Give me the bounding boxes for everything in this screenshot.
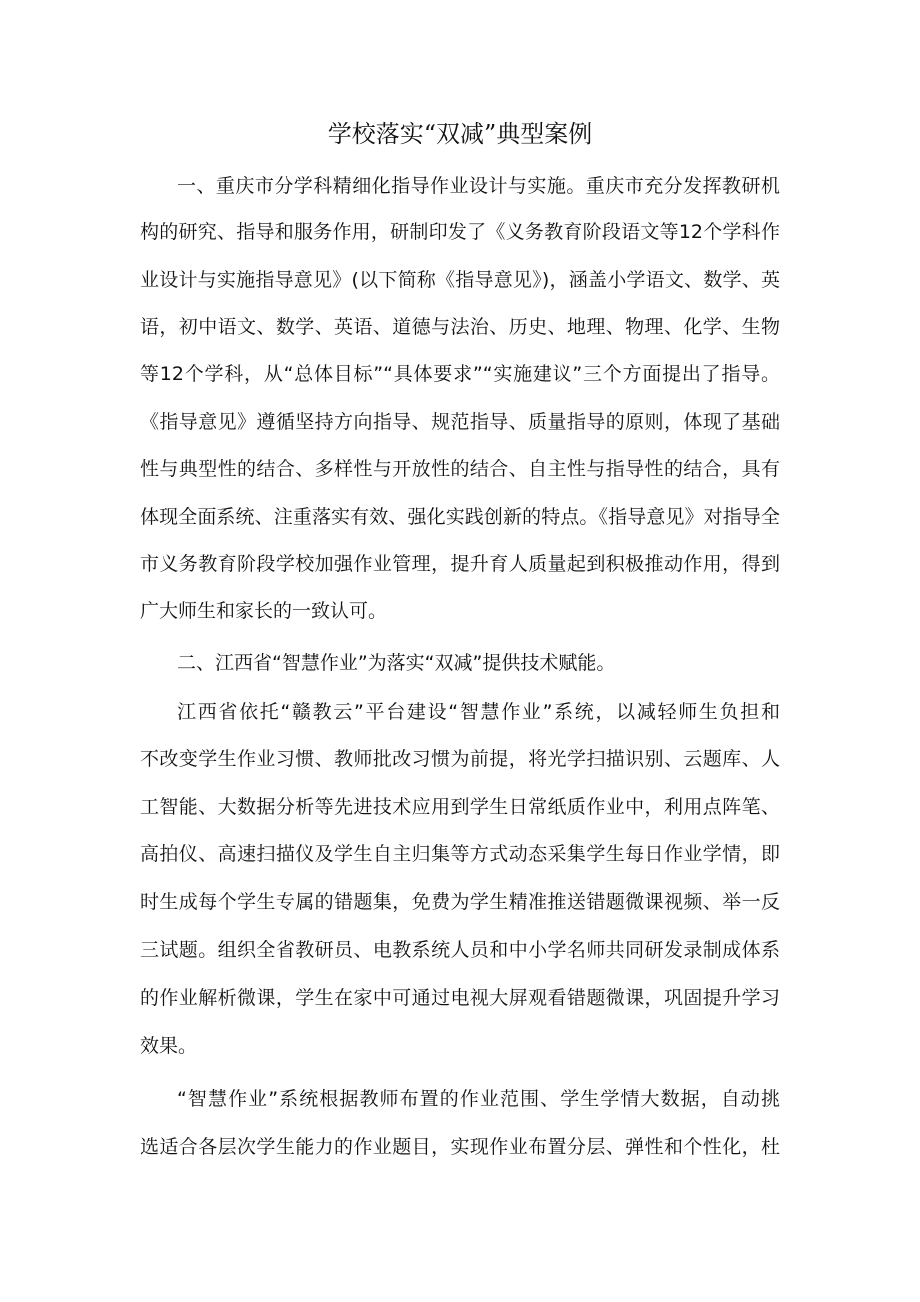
paragraph-1-line-7: 性与典型性的结合、多样性与开放性的结合、自主性与指导性的结合，具有 xyxy=(140,458,780,480)
paragraph-1-line-4: 语，初中语文、数学、英语、道德与法治、历史、地理、物理、化学、生物 xyxy=(140,316,780,338)
document-title: 学校落实“双减”典型案例 xyxy=(327,120,593,148)
paragraph-1-line-6: 《指导意见》遵循坚持方向指导、规范指导、质量指导的原则，体现了基础 xyxy=(140,411,780,433)
paragraph-1-line-10: 广大师生和家长的一致认可。 xyxy=(140,600,388,622)
paragraph-1-line-2: 构的研究、指导和服务作用，研制印发了《义务教育阶段语文等12个学科作 xyxy=(140,221,780,243)
paragraph-1-line-5: 等12个学科，从“总体目标”“具体要求”“实施建议”三个方面提出了指导。 xyxy=(140,363,780,385)
paragraph-1-line-9: 市义务教育阶段学校加强作业管理，提升育人质量起到积极推动作用，得到 xyxy=(140,553,780,575)
paragraph-2-line-1: 江西省依托“赣教云”平台建设“智慧作业”系统，以减轻师生负担和 xyxy=(177,701,780,723)
paragraph-2-line-7: 的作业解析微课，学生在家中可通过电视大屏观看错题微课，巩固提升学习 xyxy=(140,987,780,1009)
paragraph-1-line-8: 体现全面系统、注重落实有效、强化实践创新的特点。《指导意见》对指导全 xyxy=(140,506,780,528)
paragraph-2-line-2: 不改变学生作业习惯、教师批改习惯为前提，将光学扫描识别、云题库、人 xyxy=(140,748,780,770)
heading-2: 二、江西省“智慧作业”为落实“双减”提供技术赋能。 xyxy=(177,652,616,674)
paragraph-1-line-1: 一、重庆市分学科精细化指导作业设计与实施。重庆市充分发挥教研机 xyxy=(177,175,780,197)
paragraph-2-line-5: 时生成每个学生专属的错题集，免费为学生精准推送错题微课视频、举一反 xyxy=(140,891,780,913)
paragraph-2-line-4: 高拍仪、高速扫描仪及学生自主归集等方式动态采集学生每日作业学情，即 xyxy=(140,843,780,865)
paragraph-2-line-6: 三试题。组织全省教研员、电教系统人员和中小学名师共同研发录制成体系 xyxy=(140,939,780,961)
paragraph-2-line-8: 效果。 xyxy=(140,1035,198,1057)
paragraph-2-line-3: 工智能、大数据分析等先进技术应用到学生日常纸质作业中，利用点阵笔、 xyxy=(140,796,780,818)
paragraph-3-line-2: 选适合各层次学生能力的作业题目，实现作业布置分层、弹性和个性化，杜 xyxy=(140,1136,780,1158)
paragraph-1-line-3: 业设计与实施指导意见》(以下简称《指导意见》)，涵盖小学语文、数学、英 xyxy=(140,269,780,291)
paragraph-3-line-1: “智慧作业”系统根据教师布置的作业范围、学生学情大数据，自动挑 xyxy=(177,1088,780,1110)
